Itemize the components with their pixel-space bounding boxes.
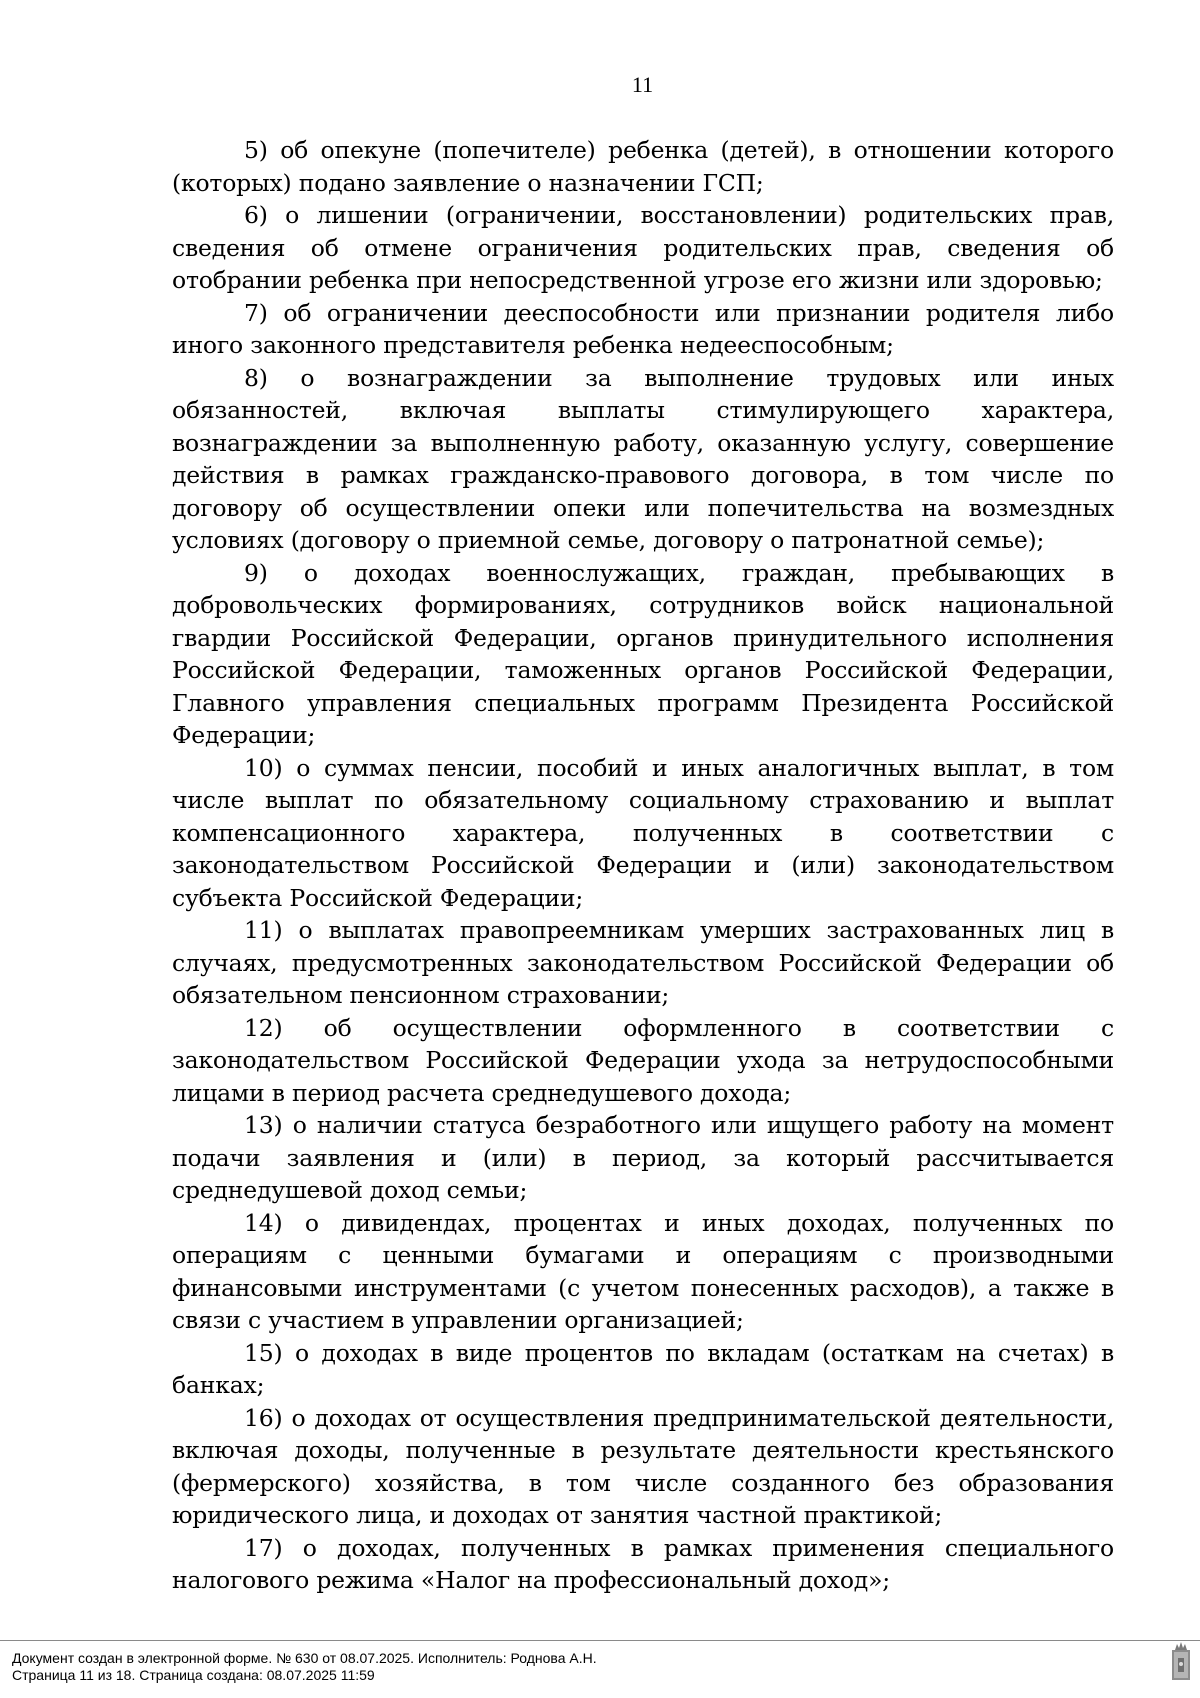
item-text: о дивидендах, процентах и иных доходах, полученных по операциям с ценными бумагами и операциям с производными финансовыми инструментами (с учетом понесенных расходов), а также в связи с участием в управлении организацией; (172, 1208, 1114, 1334)
list-item (172, 134, 1114, 199)
footer-document-info: Документ создан в электронной форме. № 630 от 08.07.2025. Исполнитель: Роднова А.Н. (12, 1650, 597, 1666)
list-item (172, 1109, 1114, 1207)
item-text: о наличии статуса безработного или ищущего работу на момент подачи заявления и (или) в период, за который рассчитывается среднедушевой доход семьи; (172, 1111, 1114, 1204)
item-text: о выплатах правопреемникам умерших застрахованных лиц в случаях, предусмотренных законодательством Российской Федерации об обязательном пенсионном страховании; (172, 916, 1114, 1009)
list-item (172, 1532, 1114, 1597)
coat-of-arms-icon (1169, 1640, 1193, 1684)
item-number: 6) (244, 201, 268, 229)
item-number: 10) (244, 753, 283, 782)
item-text: о лишении (ограничении, восстановлении) родительских прав, сведения об отмене ограничения родительских прав, сведения об отобрании ребенка при непосредственной угрозе его жизни или здоровью; (172, 201, 1114, 294)
list-item (172, 1337, 1114, 1402)
list-item (172, 1207, 1114, 1337)
list-item (172, 1402, 1114, 1532)
footer-page-info: Страница 11 из 18. Страница создана: 08.07.2025 11:59 (12, 1667, 375, 1683)
item-number: 11) (244, 916, 283, 944)
item-text: о доходах военнослужащих, граждан, пребывающих в добровольческих формированиях, сотрудников войск национальной гвардии Российской Федерации, органов принудительного исполнения Российской Федерации, таможенных органов Российской Федерации, Главного управления специальных программ Президента Российской Федерации; (172, 558, 1114, 749)
list-item (172, 1012, 1114, 1110)
item-text: об осуществлении оформленного в соответствии с законодательством Российской Федерации ухода за нетрудоспособными лицами в период расчета среднедушевого дохода; (172, 1013, 1114, 1107)
item-text: о вознаграждении за выполнение трудовых или иных обязанностей, включая выплаты стимулирующего характера, вознаграждении за выполненную работу, оказанную услугу, совершение действия в рамках гражданско-правового договора, в том числе по договору об осуществлении опеки или попечительства на возмездных условиях (договору о приемной семье, договору о патронатной семье); (172, 363, 1114, 554)
list-item (172, 362, 1114, 557)
list-item (172, 199, 1114, 297)
item-number: 7) (244, 298, 268, 327)
item-number: 5) (244, 136, 268, 164)
item-number: 9) (244, 558, 268, 587)
list-item (172, 752, 1114, 915)
page-number: 11 (631, 72, 654, 97)
item-text: о доходах, полученных в рамках применения специального налогового режима «Налог на профессиональный доход»; (172, 1533, 1114, 1594)
item-number: 8) (244, 363, 268, 392)
item-number: 14) (244, 1208, 283, 1237)
item-number: 12) (244, 1013, 283, 1042)
footer-divider (0, 1640, 1200, 1641)
item-text: об опекуне (попечителе) ребенка (детей), в отношении которого (которых) подано заявление о назначении ГСП; (172, 136, 1114, 197)
item-number: 15) (244, 1338, 283, 1367)
item-text: о доходах от осуществления предпринимательской деятельности, включая доходы, полученные в результате деятельности крестьянского (фермерского) хозяйства, в том числе созданного без образования юридического лица, и доходах от занятия частной практикой; (172, 1403, 1114, 1529)
item-number: 13) (244, 1111, 283, 1139)
item-text: о доходах в виде процентов по вкладам (остаткам на счетах) в банках; (172, 1338, 1114, 1399)
document-footer (12, 1650, 597, 1684)
item-number: 16) (244, 1403, 283, 1432)
item-text: о суммах пенсии, пособий и иных аналогичных выплат, в том числе выплат по обязательному социальному страхованию и выплат компенсационного характера, полученных в соответствии с законодательством Российской Федерации и (или) законодательством субъекта Российской Федерации; (172, 753, 1114, 912)
item-number: 17) (244, 1533, 283, 1562)
item-text: об ограничении дееспособности или признании родителя либо иного законного представителя ребенка недееспособным; (172, 298, 1114, 359)
document-body (172, 134, 1114, 1597)
list-item (172, 914, 1114, 1012)
list-item (172, 297, 1114, 362)
list-item (172, 557, 1114, 752)
